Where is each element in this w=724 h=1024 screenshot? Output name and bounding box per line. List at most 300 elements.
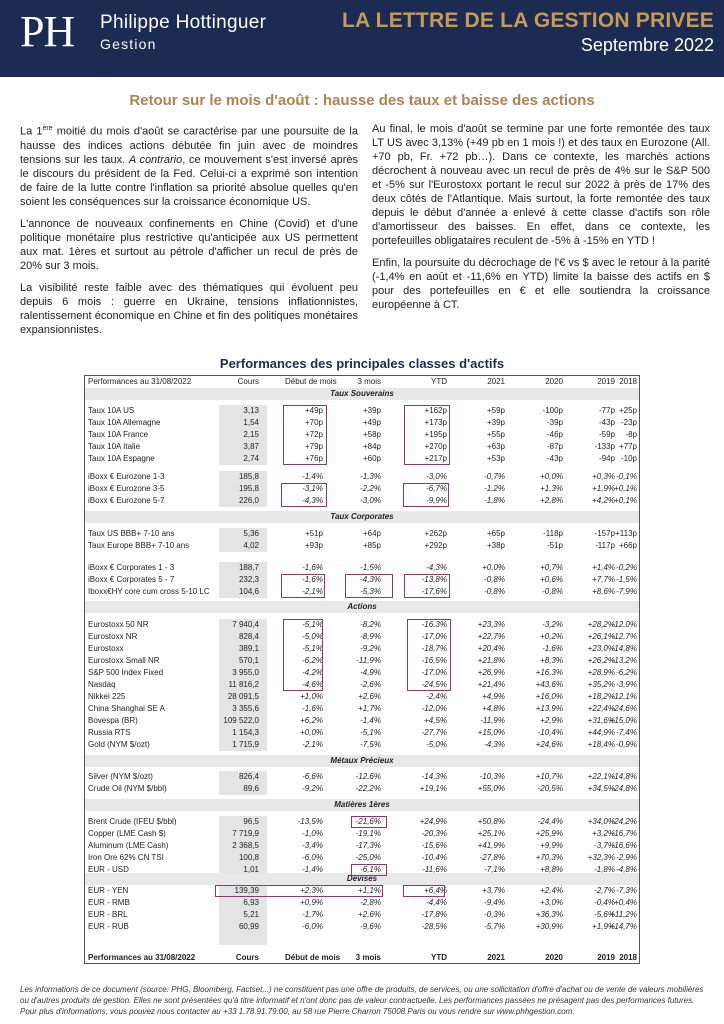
section-header: Taux Souverains [85, 388, 639, 400]
cell-label: Gold (NYM $/ozt) [88, 740, 150, 749]
cell-2021: +21,4% [477, 680, 505, 689]
cell-2021: +55,0% [477, 784, 505, 793]
cell-ytd: -10,4% [421, 853, 447, 862]
cell-2019: -157p [594, 529, 615, 538]
cell-2020: +0,0% [540, 472, 563, 481]
cell-debut-de-mois: -6,2% [302, 656, 323, 665]
cell-2018: -7,3% [616, 886, 637, 895]
cell-debut-de-mois: +72p [304, 430, 323, 439]
cell-3-mois: -11,9% [356, 656, 381, 665]
cell-2020: -0,8% [542, 587, 563, 596]
cell-debut-de-mois: -1,0% [302, 829, 323, 838]
highlight-box [283, 405, 327, 465]
cell-label: Iron Ore 62% CN TSI [88, 853, 164, 862]
cell-3-mois: +2,6% [358, 692, 381, 701]
cell-2019: +34,0% [587, 817, 615, 826]
cell-2020: +43,6% [535, 680, 563, 689]
cell-2018: -12,1% [611, 692, 637, 701]
cell-3-mois: -12,6% [355, 772, 381, 781]
cell-label: Eurostoxx NR [88, 632, 138, 641]
cell-cours: 3 955,0 [232, 668, 259, 677]
cell-3-mois: -9,2% [360, 644, 381, 653]
cell-2019: -1,8% [594, 865, 615, 874]
cell-2021: -5,7% [484, 922, 505, 931]
paragraph-1-middle: moitié du mois d'août se caractérise par une poursuite de la hausse des indices actions débutée fin juin avec de moindres tensions sur les taux. [20, 125, 358, 166]
cell-cours: 89,6 [243, 784, 259, 793]
cell-cours: 1 715,9 [232, 740, 259, 749]
cell-2018: +15,0% [609, 716, 637, 725]
cell-ytd: +19,1% [419, 784, 447, 793]
cell-cours: 139,39 [234, 886, 259, 895]
cell-2020: +70,3% [535, 853, 563, 862]
cell-debut-de-mois: -13,5% [297, 817, 323, 826]
cell-2020: +30,9% [535, 922, 563, 931]
cell-2020: -100p [542, 406, 563, 415]
cell-ytd: -11,6% [422, 865, 447, 874]
cell-cours: 5,21 [243, 910, 259, 919]
cell-debut-de-mois: Début de mois [285, 953, 341, 962]
cell-2021: +20,4% [477, 644, 505, 653]
highlight-box [351, 816, 387, 828]
cell-3-mois: +64p [362, 529, 381, 538]
letter-date: Septembre 2022 [580, 35, 714, 55]
cell-label: iBoxx € Eurozone 3-5 [88, 484, 165, 493]
cell-2021: +4,9% [482, 692, 505, 701]
cell-debut-de-mois: -6,6% [302, 772, 323, 781]
cell-debut-de-mois: -4,2% [302, 668, 323, 677]
cell-cours: 188,7 [238, 563, 259, 572]
cell-debut-de-mois: -1,7% [302, 910, 323, 919]
cell-2018: 2018 [619, 953, 637, 962]
cell-label: Eurostoxx 50 NR [88, 620, 149, 629]
cell-2020: +0,2% [540, 632, 563, 641]
cell-cours: 4,02 [243, 541, 259, 550]
cell-2018: -14,8% [611, 772, 637, 781]
cell-ytd: -28,5% [421, 922, 447, 931]
cell-3-mois: -3,0% [360, 496, 381, 505]
cell-label: China Shanghai SE A [88, 704, 165, 713]
cell-2019: +3,2% [592, 829, 615, 838]
cell-2019: +4,2% [592, 496, 615, 505]
cell-2018: -2,9% [616, 853, 637, 862]
cell-2020: -10,4% [537, 728, 563, 737]
cell-2020: +2,9% [540, 716, 563, 725]
cell-2020: -118p [543, 529, 563, 538]
cell-2018: -16,6% [611, 841, 637, 850]
cell-cours: 3 355,6 [232, 704, 259, 713]
cell-debut-de-mois: -5,1% [302, 620, 323, 629]
cell-2020: +10,7% [535, 772, 563, 781]
cell-2019: +34,5% [587, 784, 615, 793]
cell-label: EUR - RMB [88, 898, 130, 907]
cell-2021: +39p [486, 418, 505, 427]
cell-ytd: -14,3% [421, 772, 447, 781]
cell-cours: 826,4 [238, 772, 259, 781]
cell-3-mois: -2,2% [360, 484, 381, 493]
cell-2021: 2021 [487, 377, 505, 386]
cell-2018: -6,2% [616, 668, 637, 677]
cell-ytd: -2,4% [426, 692, 447, 701]
cell-label: Nikkei 225 [88, 692, 126, 701]
cell-3-mois: -5,3% [360, 587, 381, 596]
highlight-box [407, 619, 451, 691]
cell-debut-de-mois: -1,6% [302, 575, 323, 584]
cell-debut-de-mois: -1,4% [302, 865, 323, 874]
cell-label: EUR - YEN [88, 886, 129, 895]
cell-2018: 2018 [619, 377, 637, 386]
cell-ytd: +217p [424, 454, 447, 463]
cell-ytd: YTD [431, 377, 447, 386]
cell-2019: +0,3% [592, 472, 615, 481]
cell-2019: +22,4% [587, 704, 615, 713]
cell-2019: +32,3% [587, 853, 615, 862]
cell-2018: -0,1% [616, 472, 637, 481]
cell-cours: 2 368,5 [232, 841, 259, 850]
cell-debut-de-mois: +1,0% [300, 692, 323, 701]
cell-label: iBoxx € Eurozone 1-3 [88, 472, 165, 481]
cell-2021: +65p [486, 529, 505, 538]
cell-2020: +2,8% [540, 496, 563, 505]
cell-debut-de-mois: -3,1% [302, 484, 323, 493]
cell-2020: +3,0% [540, 898, 563, 907]
cell-3-mois: 3 mois [357, 377, 381, 386]
cell-label: Russia RTS [88, 728, 131, 737]
cell-3-mois: -17,3% [355, 841, 381, 850]
cell-ytd: -6,7% [426, 484, 447, 493]
cell-label: Performances au 31/08/2022 [88, 377, 192, 386]
cell-ytd: -17,0% [421, 632, 447, 641]
paragraph-1-start: La 1 [20, 125, 43, 138]
cell-label: Taux Europe BBB+ 7-10 ans [88, 541, 190, 550]
cell-2021: -0,7% [484, 472, 505, 481]
cell-cours: 195,8 [238, 484, 259, 493]
cell-cours: 2,15 [243, 430, 259, 439]
cell-cours: 1,54 [243, 418, 259, 427]
highlight-box [281, 574, 325, 598]
cell-debut-de-mois: -9,2% [302, 784, 323, 793]
cell-ytd: +270p [424, 442, 447, 451]
cell-debut-de-mois: -2,1% [302, 740, 323, 749]
cell-ytd: +195p [424, 430, 447, 439]
cell-ytd: -4,3% [426, 563, 447, 572]
cell-2018: +11,2% [610, 910, 637, 919]
cell-2021: +41,9% [477, 841, 505, 850]
cell-3-mois: +58p [362, 430, 381, 439]
cell-2021: +4,8% [482, 704, 505, 713]
cell-2018: +14,7% [609, 922, 637, 931]
cell-2018: +0,4% [614, 898, 637, 907]
cell-ytd: -16,3% [421, 620, 447, 629]
cell-2021: 2021 [487, 953, 505, 962]
highlight-box [403, 885, 445, 897]
cell-label: Performances au 31/08/2022 [88, 953, 196, 962]
cell-2021: -10,3% [479, 772, 505, 781]
cell-2021: -27,8% [479, 853, 505, 862]
cell-2018: -10p [620, 454, 637, 463]
cell-debut-de-mois: +76p [304, 454, 323, 463]
cell-2018: -24,2% [611, 817, 637, 826]
cell-label: S&P 500 Index Fixed [88, 668, 164, 677]
cell-2020: 2020 [545, 377, 563, 386]
cell-2019: +7,7% [592, 575, 615, 584]
cell-label: iBoxx € Corporates 1 - 3 [88, 563, 175, 572]
cell-cours: 828,4 [238, 632, 259, 641]
cell-2019: +18,4% [587, 740, 615, 749]
logo-company-name: Philippe Hottinguer [100, 12, 267, 33]
cell-2019: -59p [598, 430, 615, 439]
cell-2021: -7,1% [484, 865, 505, 874]
cell-ytd: +262p [424, 529, 447, 538]
cell-3-mois: -2,8% [360, 898, 381, 907]
cell-cours: Cours [237, 377, 259, 386]
cell-label: EUR - USD [88, 865, 129, 874]
cell-label: Silver (NYM $/ozt) [88, 772, 153, 781]
cell-3-mois: -7,5% [360, 740, 381, 749]
cell-cours: 100,8 [238, 853, 259, 862]
cell-2020: 2020 [545, 953, 563, 962]
cell-2018: -0,2% [616, 563, 637, 572]
cell-3-mois: -22,2% [355, 784, 381, 793]
cell-ytd: -13,8% [421, 575, 447, 584]
cell-2019: -3,7% [594, 841, 615, 850]
cell-debut-de-mois: Début de mois [285, 377, 337, 386]
cell-2020: -20,5% [537, 784, 563, 793]
cell-2021: +59p [486, 406, 505, 415]
cell-label: Bovespa (BR) [88, 716, 138, 725]
cell-debut-de-mois: -4,3% [302, 496, 323, 505]
cell-ytd: -27,7% [421, 728, 447, 737]
highlight-box [404, 405, 450, 465]
cell-cours: Cours [235, 953, 259, 962]
cell-2019: +18,2% [587, 692, 615, 701]
logo-subtitle: Gestion [100, 36, 157, 52]
cell-2021: -1,2% [484, 484, 505, 493]
cell-3-mois: +39p [362, 406, 381, 415]
cell-3-mois: 3 mois [355, 953, 381, 962]
cell-2019: +28,9% [587, 668, 615, 677]
cell-3-mois: -25,0% [355, 853, 381, 862]
cell-cours: 7 719,9 [232, 829, 259, 838]
paragraph-1-end: , ce mouvement s'est inversé après le discours du président de la Fed. Celui-ci a exprimé son intention de faire de la lutte contre l'inflation sa priorité absolue quelles qu'en soient les conséquences sur la croissance économique US. [20, 153, 358, 208]
cell-cours: 3,13 [243, 406, 259, 415]
cell-label: Taux 10A Italie [88, 442, 141, 451]
cell-3-mois: -21,6% [355, 817, 381, 826]
cell-2020: +8,8% [540, 865, 563, 874]
cell-ytd: +162p [424, 406, 447, 415]
cell-2018: +0,1% [614, 496, 637, 505]
article-left-column [20, 122, 358, 345]
cell-debut-de-mois: -1,6% [302, 704, 323, 713]
cell-2020: +2,4% [540, 886, 563, 895]
cell-2018: -23p [620, 418, 637, 427]
cell-2019: +22,1% [587, 772, 615, 781]
cell-2021: +25,1% [477, 829, 505, 838]
table-title: Performances des principales classes d'actifs [219, 356, 505, 371]
cell-2020: -43p [546, 454, 563, 463]
cell-2020: +13,9% [535, 704, 563, 713]
cell-2019: +8,6% [592, 587, 615, 596]
cell-2021: +21,8% [477, 656, 505, 665]
cell-cours: 6,93 [243, 898, 259, 907]
cell-cours: 96,5 [243, 817, 259, 826]
cell-3-mois: -1,5% [360, 563, 381, 572]
highlight-box [281, 483, 327, 507]
cell-3-mois: -6,1% [360, 865, 381, 874]
cell-2021: -0,8% [484, 575, 505, 584]
cell-2020: -24,4% [537, 817, 563, 826]
cell-label: Aluminum (LME Cash) [88, 841, 169, 850]
header-banner [0, 0, 724, 77]
cell-2019: -77p [598, 406, 615, 415]
paragraph-1-superscript: ère [42, 125, 53, 132]
cell-2020: -3,2% [542, 620, 563, 629]
cell-2021: +15,0% [477, 728, 505, 737]
cell-2020: +1,3% [540, 484, 563, 493]
cell-2021: -0,8% [484, 587, 505, 596]
cell-debut-de-mois: -3,4% [302, 841, 323, 850]
cell-debut-de-mois: -6,0% [302, 922, 323, 931]
cell-2020: +16,0% [535, 692, 563, 701]
cell-cours: 1 154,3 [232, 728, 259, 737]
cell-2018: -16,7% [611, 829, 637, 838]
cell-cours: 389,1 [238, 644, 259, 653]
cell-2019: -0,4% [594, 898, 615, 907]
cell-label: Eurostoxx [88, 644, 124, 653]
cell-2021: +0,0% [482, 563, 505, 572]
cell-debut-de-mois: +70p [304, 418, 323, 427]
cell-2021: +26,9% [477, 668, 505, 677]
cell-2018: -0,9% [616, 740, 637, 749]
cell-3-mois: -1,4% [360, 716, 381, 725]
cell-3-mois: -9,6% [360, 922, 381, 931]
paragraph-5: Enfin, la poursuite du décrochage de l'€ vs $ avec le retour à la parité (-1,4% en août et -11,6% en YTD) limite la baisse des actifs en $ pour des portefeuilles en € et elle soutiendra la croissance européenne à CT. [372, 257, 710, 311]
cell-2018: -4,8% [616, 865, 637, 874]
cell-2019: +44,9% [587, 728, 615, 737]
cell-2018: -1,5% [616, 575, 637, 584]
cell-2019: 2019 [597, 377, 615, 386]
paragraph-4: Au final, le mois d'août se termine par une forte remontée des taux LT US avec 3,13% (+49 pb en 1 mois !) et des taux en Eurozone (All. +70 pb, Fr. +72 pb…). Dans ce contexte, les marchés actions décrochent à nouveau avec un recul de près de 4% sur le S&P 500 et -5% sur l'Eurostoxx portant le recul sur 2022 à près de 17% des deux côtés de l'Atlantique. Mais surtout, la forte remontée des taux depuis le début d'année a enlevé à cette classe d'actifs son rôle d'amortisseur des baisses. En effet, dans ce contexte, les portefeuilles obligataires reculent de -5% à -15% en YTD ! [372, 123, 710, 247]
cell-debut-de-mois: +0,0% [300, 728, 323, 737]
cell-2019: -117p [595, 541, 615, 550]
cell-3-mois: +2,6% [358, 910, 381, 919]
cell-2019: -94p [598, 454, 615, 463]
cell-cours: 104,6 [238, 587, 259, 596]
cell-2019: +1,4% [592, 563, 615, 572]
cell-2020: +0,7% [540, 563, 563, 572]
cell-2021: +53p [486, 454, 505, 463]
article-title: Retour sur le mois d'août : hausse des taux et baisse des actions [129, 92, 595, 109]
cell-ytd: -3,0% [426, 472, 447, 481]
cell-3-mois: -19,1% [355, 829, 381, 838]
cell-label: EUR - RUB [88, 922, 129, 931]
cell-label: Copper (LME Cash $) [88, 829, 166, 838]
cell-2018: -24,8% [611, 784, 637, 793]
cell-2018: -8p [625, 430, 637, 439]
cell-2019: +1,9% [592, 484, 615, 493]
article-right-column [372, 122, 710, 320]
cell-ytd: YTD [431, 953, 447, 962]
cell-ytd: +6,4% [424, 886, 447, 895]
cell-2019: +35,2% [587, 680, 615, 689]
cell-debut-de-mois: +79p [304, 442, 323, 451]
cell-label: iBoxx € Eurozone 5-7 [88, 496, 165, 505]
cell-2021: +22,7% [477, 632, 505, 641]
highlight-box [215, 885, 383, 897]
cell-cours: 1,01 [243, 865, 259, 874]
cell-cours: 28 091,5 [227, 692, 259, 701]
cell-cours: 11 816,2 [228, 680, 259, 689]
logo-initials: PH [20, 7, 75, 56]
section-header: Métaux Précieux [85, 755, 639, 767]
cell-2021: +55p [486, 430, 505, 439]
cell-label: Taux 10A Allemagne [88, 418, 161, 427]
cell-label: Taux 10A Espagne [88, 454, 155, 463]
cell-ytd: -5,0% [426, 740, 447, 749]
cell-2018: -12,7% [611, 632, 637, 641]
cell-label: Eurostoxx Small NR [88, 656, 160, 665]
cell-2018: -14,8% [611, 644, 637, 653]
cell-ytd: -17,6% [421, 587, 447, 596]
cell-2018: +113p [615, 529, 637, 538]
cell-3-mois: -2,6% [360, 680, 381, 689]
cell-3-mois: +60p [362, 454, 381, 463]
cell-label: Crude Oil (NYM $/bbl) [88, 784, 167, 793]
cell-2019: -5,6% [594, 910, 615, 919]
highlight-box [403, 483, 449, 507]
cell-2019: +1,9% [592, 922, 615, 931]
cell-cours: 3,87 [243, 442, 259, 451]
cell-debut-de-mois: +49p [304, 406, 323, 415]
cell-debut-de-mois: -1,6% [302, 563, 323, 572]
cell-2021: +50,8% [477, 817, 505, 826]
cell-3-mois: -8,9% [360, 632, 381, 641]
cell-cours: 60,99 [238, 922, 259, 931]
cell-2019: 2019 [597, 953, 615, 962]
highlight-box [351, 864, 387, 876]
cell-2020: +24,6% [535, 740, 563, 749]
cell-2021: -0,3% [484, 910, 505, 919]
cell-debut-de-mois: +6,2% [300, 716, 323, 725]
cell-2020: +25,9% [535, 829, 563, 838]
cell-2018: -7,4% [616, 728, 637, 737]
cell-ytd: -17,0% [421, 668, 447, 677]
paragraph-3: La visibilité reste faible avec des thématiques qui évoluent peu depuis 6 mois : guerre en Ukraine, tensions inflationnistes, ralentissement économique en Chine et fin des politiques monétaires expansionnistes. [20, 281, 358, 336]
cell-cours: 109 522,0 [223, 716, 259, 725]
cell-2018: +25p [618, 406, 637, 415]
highlight-box [404, 574, 450, 598]
cell-2019: +23,0% [587, 644, 615, 653]
section-header: Matières 1ères [85, 799, 639, 811]
cell-ytd: -24,5% [421, 680, 447, 689]
cell-ytd: -18,7% [421, 644, 447, 653]
cell-3-mois: +1,7% [358, 704, 381, 713]
cell-ytd: +173p [424, 418, 447, 427]
cell-2018: -24,6% [611, 704, 637, 713]
cell-debut-de-mois: +93p [304, 541, 323, 550]
cell-cours: 185,8 [238, 472, 259, 481]
cell-ytd: +292p [424, 541, 447, 550]
cell-2018: +0,1% [614, 484, 637, 493]
letter-title: LA LETTRE DE LA GESTION PRIVEE [342, 9, 714, 32]
cell-2020: -46p [546, 430, 563, 439]
cell-label: Taux US BBB+ 7-10 ans [88, 529, 175, 538]
cell-2020: +8,3% [540, 656, 563, 665]
cell-debut-de-mois: -4,6% [302, 680, 323, 689]
cell-debut-de-mois: +0,9% [300, 898, 323, 907]
cell-2020: -51p [546, 541, 563, 550]
cell-2019: +26,1% [587, 632, 615, 641]
highlight-box [345, 574, 393, 598]
